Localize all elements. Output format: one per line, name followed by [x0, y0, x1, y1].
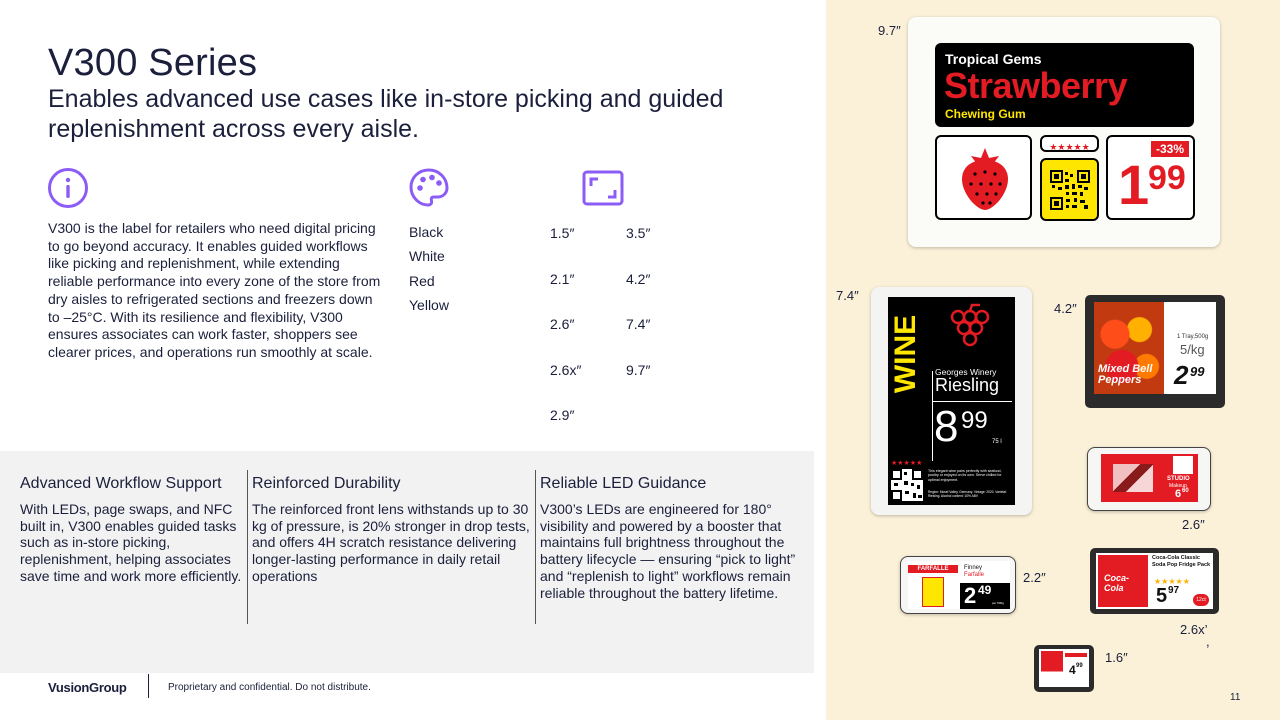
esl-discount-badge: -33% [1151, 141, 1189, 157]
esl-category: WINE [889, 314, 922, 394]
esl-blurb: This elegant wine pairs perfectly with seafood, poultry or enjoyed on its own. Serve chilled for optimal enjoyment. [928, 469, 1002, 482]
divider [247, 470, 248, 624]
size-item: 2.9″ [550, 407, 575, 423]
size-label-7-4: 7.4″ [836, 288, 859, 303]
size-label-2-6x: 2.6x’ [1180, 622, 1208, 637]
size-label-9-7: 9.7″ [878, 23, 901, 38]
page-number: 11 [1230, 692, 1241, 703]
esl-product: Farfalle [964, 572, 985, 578]
size-item: 3.5″ [626, 225, 651, 241]
esl-stars: ★★★★★ [1154, 577, 1190, 586]
esl-wine-name: Riesling [935, 375, 1000, 395]
esl-fruit-box [935, 135, 1032, 220]
feature-workflow [20, 475, 242, 585]
color-item: Red [409, 272, 435, 289]
makeup-image [1113, 464, 1153, 492]
palette-icon [407, 166, 451, 215]
esl-9-7-tropical-gems [908, 17, 1220, 247]
esl-price-box [1106, 135, 1195, 220]
size-item: 2.6″ [550, 316, 575, 332]
cola-logo: Coca-Cola [1104, 573, 1130, 593]
size-item: 2.6x″ [550, 361, 582, 378]
esl-badge: 12ct [1193, 594, 1209, 606]
size-item: 4.2″ [626, 270, 651, 287]
esl-2-6x-coca-cola [1090, 548, 1219, 614]
esl-screen [908, 561, 1010, 609]
esl-header [935, 43, 1194, 127]
esl-price-cents: 99 [961, 407, 988, 434]
esl-qr-box [1040, 158, 1099, 221]
esl-origin: Region: Mosel Valley, Germany. Vintage: 2020. Varietal: Riesling. Alcohol content: 10% ABV [928, 490, 1007, 498]
esl-rating [1040, 135, 1099, 152]
esl-price-cents: 99 [1076, 663, 1083, 669]
color-list [409, 220, 449, 317]
esl-stars: ★★★★★ [1049, 142, 1090, 152]
esl-price-cents: 60 [1182, 488, 1189, 494]
esl-price-main: 5 [1156, 585, 1168, 607]
esl-winery: Georges Winery [935, 367, 997, 377]
page-title: V300 Series [48, 42, 258, 84]
feature-body: With LEDs, page swaps, and NFC built in, V300 enables guided tasks such as in-store picking, replenishment, helping associates save time and work more efficiently. [20, 501, 242, 584]
size-item: 9.7″ [626, 361, 651, 378]
esl-4-2-peppers [1085, 295, 1225, 408]
color-item: Black [409, 224, 444, 240]
product-image [1041, 651, 1063, 685]
esl-price-main: 1 [1118, 153, 1150, 216]
esl-brand: STUDIO [1167, 476, 1190, 482]
esl-screen [1039, 649, 1089, 687]
esl-screen [1101, 454, 1198, 502]
esl-price-main: 2 [964, 583, 977, 608]
esl-maker: Finney [964, 565, 983, 571]
esl-brand-ribbon: FARFALLE [908, 565, 958, 573]
size-list-col1 [550, 225, 581, 453]
footer-note: Proprietary and confidential. Do not distribute. [168, 682, 371, 693]
size-label-4-2: 4.2″ [1054, 301, 1077, 316]
size-label-1-6: 1.6″ [1105, 650, 1128, 665]
esl-product: Mixed Bell Peppers [1098, 363, 1153, 386]
esl-product: Makeup [1169, 483, 1187, 489]
esl-price-cents: 99 [1148, 159, 1186, 197]
esl-brand: Tropical Gems [945, 51, 1042, 67]
info-icon [47, 167, 89, 214]
esl-7-4-wine [871, 287, 1032, 515]
screen-size-icon [582, 170, 624, 211]
feature-body: V300’s LEDs are engineered for 180° visibility and powered by a booster that maintains full brightness throughout the battery lifecycle — ensuring “pick to light” and “replenish to light” workflows remain reliable throughout the battery lifetime. [540, 501, 796, 601]
size-item: 7.4″ [626, 316, 651, 332]
divider [535, 470, 536, 624]
esl-stars: ★★★★★ [891, 460, 923, 467]
size-label-2-6x-tail: , [1206, 634, 1210, 649]
esl-image-frame [1173, 456, 1193, 474]
pasta-box-image [922, 577, 944, 607]
qr-code-icon [891, 469, 923, 501]
esl-price-cents: 99 [1190, 364, 1205, 379]
size-item: 2.1″ [550, 270, 575, 287]
esl-unit: per 500g [992, 601, 1004, 605]
product-description: V300 is the label for retailers who need digital pricing to go beyond accuracy. It enables guided workflows like picking and replenishment, while extending reliable performance into every zone of the store from dry aisles to refrigerated sections and freezers down to –25°C. With its resilience and flexibility, V300 ensures associates can work faster, shoppers see clearer prices, and operations run smoothly at scale. [48, 220, 381, 360]
cola-image [1098, 555, 1148, 607]
brand-logo: VusionGroup [48, 680, 127, 695]
feature-title: Reliable LED Guidance [540, 475, 707, 492]
esl-divider-line [932, 371, 933, 461]
esl-qty: 1 Tray,500g [1177, 334, 1209, 340]
esl-price-cents: 97 [1168, 585, 1180, 596]
esl-2-6-studio-makeup [1087, 447, 1211, 511]
feature-led [540, 475, 802, 601]
esl-unit-price: 5/kg [1180, 342, 1205, 357]
esl-product: Coca-Cola Classic Soda Pop Fridge Pack [1152, 555, 1211, 568]
footer-divider [148, 674, 149, 698]
size-item: 1.5″ [550, 225, 575, 241]
esl-screen [1094, 302, 1216, 394]
esl-price-cents: 49 [978, 583, 992, 597]
esl-2-2-farfalle [900, 556, 1016, 614]
esl-volume: 75 l [992, 439, 1002, 445]
esl-rating [1065, 653, 1087, 657]
size-list-col2 [626, 225, 650, 407]
strawberry-icon [955, 144, 1015, 214]
esl-variant: Chewing Gum [945, 107, 1026, 121]
size-label-2-2: 2.2″ [1023, 570, 1046, 585]
feature-body: The reinforced front lens withstands up to 30 kg of pressure, is 20% stronger in drop tests, and offers 4H scratch resistance delivering longer-lasting performance in daily retail operations [252, 501, 530, 584]
feature-durability [252, 475, 534, 585]
esl-screen [1096, 553, 1213, 609]
qr-code-icon [1050, 170, 1090, 210]
feature-title: Advanced Workflow Support [20, 475, 222, 492]
esl-price-main: 4 [1069, 663, 1076, 677]
esl-price-main: 6 [1175, 488, 1182, 500]
esl-1-6-mini [1034, 645, 1094, 692]
esl-price-main: 2 [1174, 360, 1189, 390]
page-subtitle: Enables advanced use cases like in-store picking and guided replenishment across every aisle. [48, 85, 724, 143]
esl-screen [888, 297, 1015, 505]
feature-title: Reinforced Durability [252, 475, 401, 492]
esl-product: Strawberry [944, 65, 1128, 106]
esl-price-main: 8 [934, 402, 959, 451]
color-item: Yellow [409, 296, 449, 313]
grapes-icon [944, 303, 992, 355]
color-item: White [409, 248, 445, 265]
size-label-2-6: 2.6″ [1182, 517, 1205, 532]
